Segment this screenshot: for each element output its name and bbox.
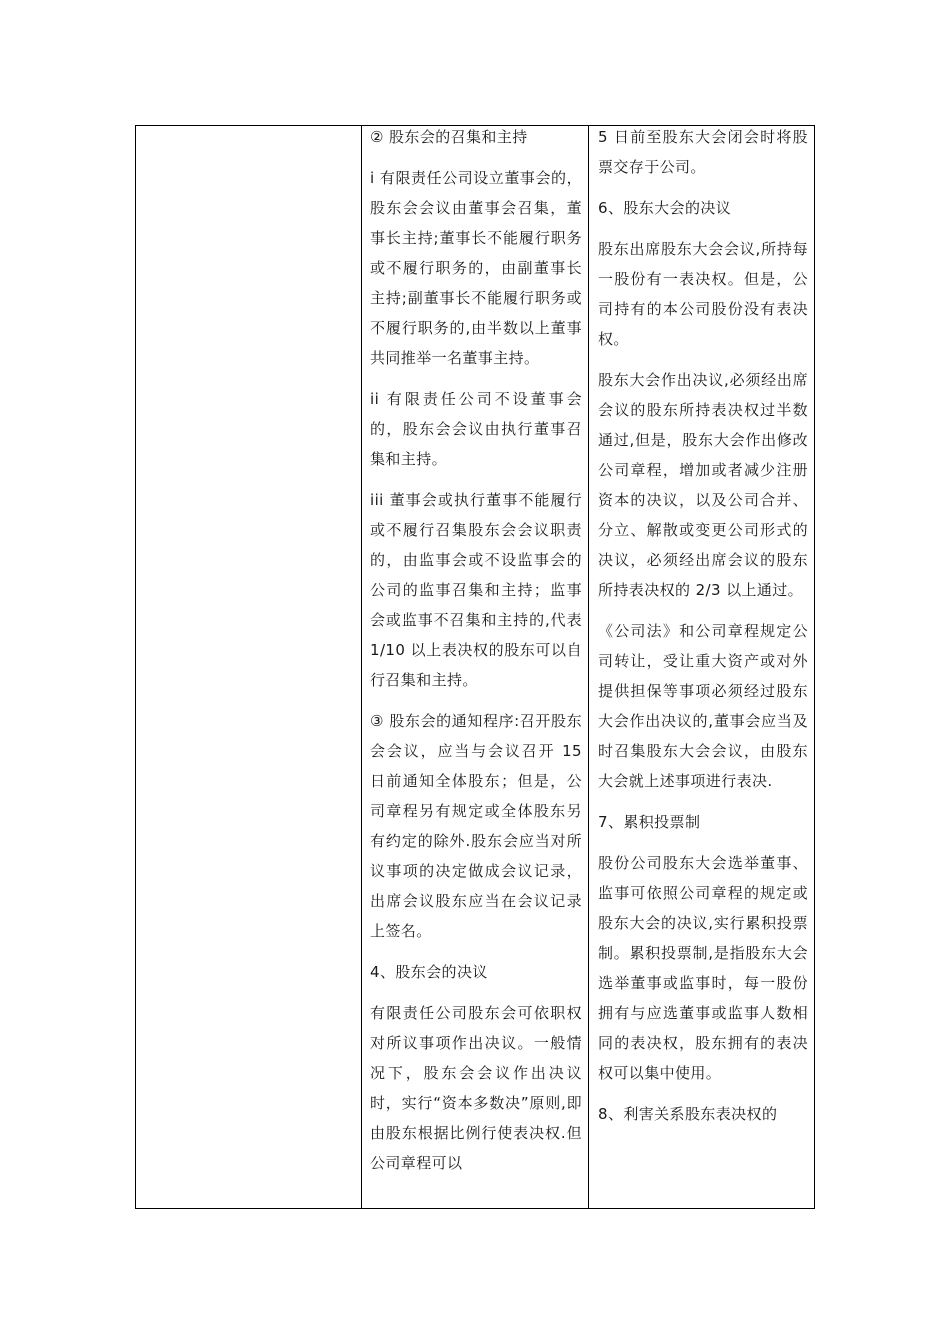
paragraph: 5 日前至股东大会闭会时将股票交存于公司。 xyxy=(598,128,808,176)
paragraph: 有限责任公司股东会可依职权对所议事项作出决议。一般情况下，股东会会议作出决议时，实行“资本多数决”原则,即由股东根据比例行使表决权.但公司章程可以 xyxy=(370,1004,582,1172)
section-heading: 7、累积投票制 xyxy=(598,813,701,831)
paragraph: 《公司法》和公司章程规定公司转让，受让重大资产或对外提供担保等事项必须经过股东大会作出决议的,董事会应当及时召集股东大会会议，由股东大会就上述事项进行表决. xyxy=(598,622,808,790)
paragraph: i 有限责任公司设立董事会的，股东会会议由董事会召集，董事长主持;董事长不能履行职务或不履行职务的，由副董事长主持;副董事长不能履行职务或不履行职务的,由半数以上董事共同推举一名董事主持。 xyxy=(370,169,582,367)
paragraph: ii 有限责任公司不设董事会的，股东会会议由执行董事召集和主持。 xyxy=(370,390,582,468)
section-heading: 4、股东会的决议 xyxy=(370,963,488,981)
section-heading: 6、股东大会的决议 xyxy=(598,199,732,217)
paragraph: 股东大会作出决议,必须经出席会议的股东所持表决权过半数通过,但是，股东大会作出修改公司章程，增加或者减少注册资本的决议，以及公司合并、分立、解散或变更公司形式的决议，必须经出席会议的股东所持表决权的 2/3 以上通过。 xyxy=(598,371,808,599)
paragraph: 股份公司股东大会选举董事、监事可依照公司章程的规定或股东大会的决议,实行累积投票制。累积投票制,是指股东大会选举董事或监事时，每一股份拥有与应选董事或监事人数相同的表决权，股东拥有的表决权可以集中使用。 xyxy=(598,854,808,1082)
section-heading: 8、利害关系股东表决权的 xyxy=(598,1105,778,1123)
table-column-left-empty xyxy=(136,126,362,1208)
paragraph: iii 董事会或执行董事不能履行或不履行召集股东会会议职责的，由监事会或不设监事会的公司的监事召集和主持；监事会或监事不召集和主持的,代表 1/10 以上表决权的股东可以自行召集和主持。 xyxy=(370,491,582,689)
table-column-middle xyxy=(362,126,589,1208)
paragraph: 股东出席股东大会会议,所持每一股份有一表决权。但是，公司持有的本公司股份没有表决权。 xyxy=(598,240,808,348)
table-column-right xyxy=(589,126,814,1208)
paragraph: ② 股东会的召集和主持 xyxy=(370,128,528,146)
document-table xyxy=(135,125,815,1209)
paragraph: ③ 股东会的通知程序:召开股东会会议，应当与会议召开 15 日前通知全体股东；但是，公司章程另有规定或全体股东另有约定的除外.股东会应当对所议事项的决定做成会议记录，出席会议股东应当在会议记录上签名。 xyxy=(370,712,582,940)
